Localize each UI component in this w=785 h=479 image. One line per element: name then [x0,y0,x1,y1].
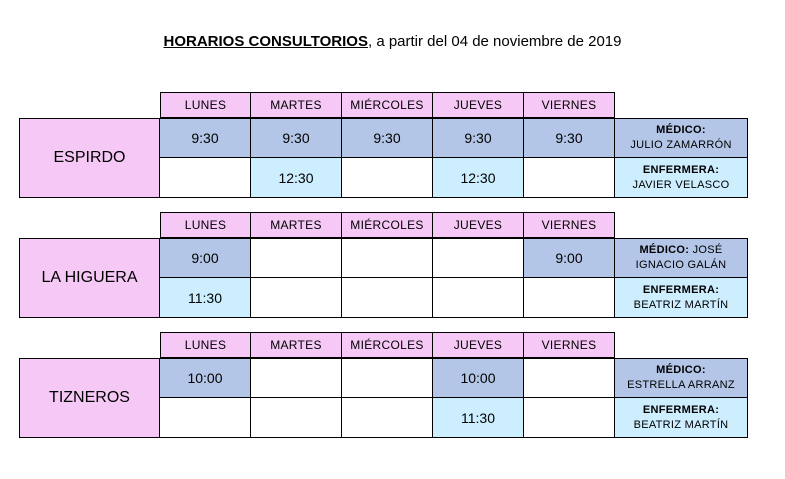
doctor-time-cell: 9:00 [160,238,251,278]
day-header-row [160,332,615,358]
day-header: LUNES [160,212,251,238]
nurse-info [615,158,748,198]
nurse-time-cell [160,158,251,198]
nurse-label: ENFERMERA: [642,283,720,296]
nurse-name: BEATRIZ MARTÍN [633,298,729,311]
doctor-time-cell: 9:00 [524,238,615,278]
nurse-time-cell: 12:30 [251,158,342,198]
doctor-name: IGNACIO GALÁN [635,259,727,271]
nurse-time-cell: 11:30 [433,398,524,438]
doctor-label: MÉDICO: [656,124,706,136]
nurse-name: JAVIER VELASCO [632,178,730,191]
doctor-name: ESTRELLA ARRANZ [627,379,735,391]
day-header: VIERNES [524,92,615,118]
doctor-time-cell: 9:30 [160,118,251,158]
page-title [0,33,785,50]
day-header: MARTES [251,212,342,238]
doctor-time-cell: 9:30 [433,118,524,158]
clinic-name: ESPIRDO [19,118,160,198]
doctor-time-cell: 9:30 [524,118,615,158]
nurse-time-cell [342,278,433,318]
day-header: VIERNES [524,332,615,358]
doctor-info [615,118,748,158]
title-date: , a partir del 04 de noviembre de 2019 [367,33,622,50]
doctor-info-line1 [639,243,722,258]
doctor-time-cell: 9:30 [251,118,342,158]
nurse-time-cell [342,398,433,438]
doctor-info [615,238,748,278]
nurse-name: BEATRIZ MARTÍN [633,418,729,431]
doctor-info [615,358,748,398]
clinic-name: TIZNEROS [19,358,160,438]
nurse-time-cell [524,398,615,438]
doctor-time-cell [342,358,433,398]
doctor-time-cell [251,358,342,398]
nurse-time-cell [251,398,342,438]
nurse-label: ENFERMERA: [642,163,720,176]
day-header: JUEVES [433,212,524,238]
nurse-label: ENFERMERA: [642,403,720,416]
nurse-time-cell [251,278,342,318]
doctor-label: MÉDICO: [639,244,690,256]
nurse-time-cell [524,278,615,318]
day-header: MIÉRCOLES [342,212,433,238]
doctor-time-cell [524,358,615,398]
nurse-info [615,278,748,318]
nurse-time-cell [342,158,433,198]
nurse-time-cell [433,278,524,318]
title-main: HORARIOS CONSULTORIOS [163,33,368,50]
day-header: VIERNES [524,212,615,238]
doctor-time-cell: 10:00 [433,358,524,398]
nurse-time-cell: 11:30 [160,278,251,318]
nurse-time-cell [524,158,615,198]
doctor-time-cell [433,238,524,278]
day-header: JUEVES [433,332,524,358]
doctor-time-cell: 10:00 [160,358,251,398]
day-header: MARTES [251,92,342,118]
nurse-time-cell [160,398,251,438]
nurse-time-cell: 12:30 [433,158,524,198]
doctor-name: JULIO ZAMARRÓN [630,139,732,151]
day-header: MIÉRCOLES [342,92,433,118]
clinic-name: LA HIGUERA [19,238,160,318]
day-header: MIÉRCOLES [342,332,433,358]
doctor-time-cell [251,238,342,278]
doctor-label: MÉDICO: [656,364,706,376]
day-header: LUNES [160,92,251,118]
day-header-row [160,92,615,118]
doctor-time-cell: 9:30 [342,118,433,158]
day-header: JUEVES [433,92,524,118]
nurse-info [615,398,748,438]
day-header: MARTES [251,332,342,358]
doctor-name-line1: JOSÉ [692,244,723,256]
day-header-row [160,212,615,238]
day-header: LUNES [160,332,251,358]
doctor-time-cell [342,238,433,278]
